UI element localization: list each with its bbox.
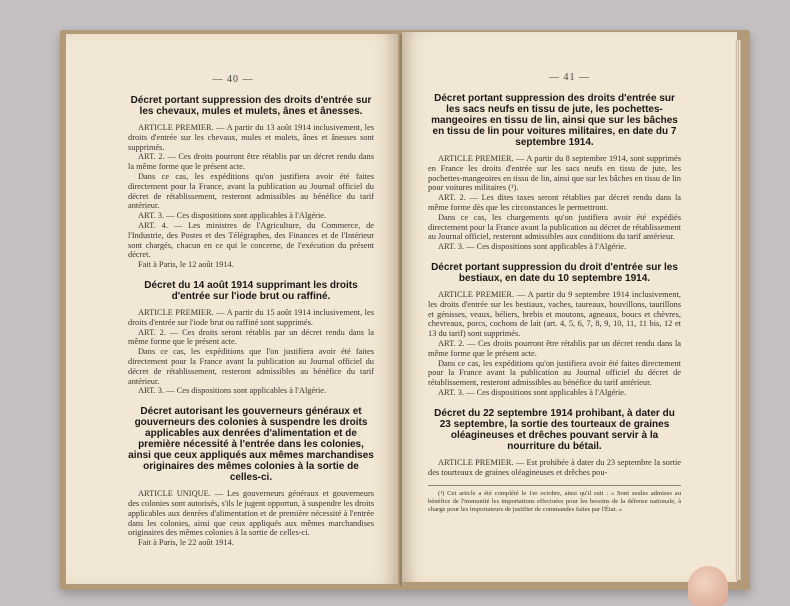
paragraph: Dans ce cas, les expéditions que l'on justifiera avoir été faites directement pour la France avant la publication au Journal officiel du décret de rétablissement, resteront admissibles au bénéfice du tarif antérieur. — [128, 347, 374, 386]
decree-title: Décret autorisant les gouverneurs généraux et gouverneurs des colonies à suspendre les droits applicables aux denrées d'alimentation et de première nécessité à l'entrée dans les colonies, ainsi que ceux appliqués aux mêmes marchandises originaires des mêmes colonies à la sortie de celles-ci. — [128, 406, 374, 484]
decree-section — [428, 408, 681, 478]
paragraph: ARTICLE PREMIER. — Est prohibée à dater du 23 septembre la sortie des tourteaux de graines oléagineuses et drêches pou- — [428, 457, 681, 477]
left-page-content — [66, 95, 400, 548]
paragraph: Dans ce cas, les expéditions qu'on justifiera avoir été faites directement pour la France, avant la publication au Journal officiel du décret de rétablissement, resteront admissibles au bénéfice du tarif antérieur. — [128, 171, 374, 211]
paragraph: ARTICLE PREMIER. — A partir du 13 août 1914 inclusivement, les droits d'entrée sur les chevaux, mules et mulets, ânes et ânesses sont supprimés. — [128, 123, 374, 152]
paragraph: ART. 2. — Ces droits seront rétablis par un décret rendu dans la même forme que le présent acte. — [128, 327, 374, 347]
paragraph: ART. 3. — Ces dispositions sont applicables à l'Algérie. — [438, 242, 627, 252]
page-number-right: — 41 — — [549, 72, 590, 83]
finger-holding-page — [688, 566, 728, 606]
left-page — [66, 34, 400, 584]
decree-title: Décret du 22 septembre 1914 prohibant, à dater du 23 septembre, la sortie des tourteaux de graines oléagineuses et drêches pouvant servir à la nourriture du bétail. — [434, 407, 675, 452]
paragraph: Dans ce cas, les chargements qu'on justifiera avoir été expédiés directement pour la France avant la publication au décret de rétablissement au Journal officiel, resteront admissibles aux conditions du tarif antérieur. — [428, 212, 681, 242]
footnote: (¹) Cet article a été complété le 1er octobre, ainsi qu'il suit : « Sont seules admises au bénéfice de l'immunité les importations effectuées pour les besoins de la défense nationale, à charge pour les importateurs de justifier de commandes faites par l'État. » — [428, 485, 681, 514]
decree-title: Décret portant suppression des droits d'entrée sur les chevaux, mules et mulets, ânes et ânesses. — [130, 95, 372, 117]
decree-section — [428, 93, 681, 252]
paragraph: ARTICLE PREMIER. — A partir du 8 septembre 1914, sont supprimés en France les droits d'entrée sur les sacs neufs en tissu de jute, les pochettes-mangeoires en tissu de lin, ainsi que sur les bâches en tissu de lin pour voitures militaires (¹). — [428, 154, 681, 193]
paragraph: ARTICLE PREMIER. — A partir du 9 septembre 1914 inclusivement, les droits d'entrée sur les bestiaux, vaches, taureaux, bouvillons, taurillons et génisses, veaux, béliers, brebis et moutons, agneaux, boucs et chèvres, chevreaux, porcs, cochons de lait (art. 4, 5, 6, 7, 8, 9, 10, 11, 11 bis, 12 et 13 du tarif) sont supprimés. — [428, 289, 681, 339]
paragraph: ART. 2. — Ces droits pourront être rétablis par un décret rendu dans la même forme que le présent acte. — [128, 152, 374, 172]
decree-title: Décret portant suppression du droit d'entrée sur les bestiaux, en date du 10 septembre 1914. — [431, 261, 678, 284]
paragraph: ART. 2. — Ces droits pourront être rétablis par un décret rendu dans la même forme que le présent acte. — [428, 338, 681, 358]
paragraph: ART. 3. — Ces dispositions sont applicables à l'Algérie. — [438, 387, 627, 397]
paragraph: ART. 3. — Ces dispositions sont applicables à l'Algérie. — [138, 211, 327, 221]
decree-section — [128, 95, 374, 270]
decree-section — [128, 280, 374, 396]
decree-title: Décret portant suppression des droits d'entrée sur les sacs neufs en tissu de jute, les pochettes-mangeoires en tissu de lin, ainsi que sur les bâches en tissu de lin pour voitures militaires, en date du 7 septembre 1914. — [431, 93, 678, 148]
page-number-left: — 40 — — [212, 74, 254, 85]
paragraph: ARTICLE UNIQUE. — Les gouverneurs généraux et gouverneurs des colonies sont autorisés, s'ils le jugent opportun, à suspendre les droits applicables aux denrées d'alimentation et de première nécessité à l'entrée dans les colonies, ainsi que ceux appliqués aux mêmes marchandises originaires des mêmes colonies à la sortie de celles-ci. — [128, 489, 374, 538]
paragraph: Dans ce cas, les expéditions qu'on justifiera avoir été faites directement pour la France avant la publication au Journal officiel du décret de rétablissement, resteront admissibles au bénéfice du tarif antérieur. — [428, 358, 681, 388]
right-page-content — [402, 93, 737, 514]
decree-title: Décret du 14 août 1914 supprimant les droits d'entrée sur l'iode brut ou raffiné. — [144, 279, 358, 302]
decree-section — [428, 262, 681, 398]
paragraph: Fait à Paris, le 22 août 1914. — [138, 538, 234, 548]
decree-section — [128, 406, 374, 548]
paragraph: ART. 4. — Les ministres de l'Agriculture, du Commerce, de l'Industrie, des Postes et des Télégraphes, des Finances et de l'Intérieur sont chargés, chacun en ce qui le concerne, de l'exécution du présent décret. — [128, 220, 374, 260]
paragraph: ARTICLE PREMIER. — A partir du 15 août 1914 inclusivement, les droits d'entrée sur l'iode brut ou raffiné sont supprimés. — [128, 307, 374, 327]
paragraph: Fait à Paris, le 12 août 1914. — [138, 260, 234, 270]
page-edges — [735, 40, 741, 580]
paragraph: ART. 2. — Les dites taxes seront rétablies par décret rendu dans la même forme dès que les circonstances le permettront. — [428, 193, 681, 212]
right-page — [402, 32, 737, 582]
paragraph: ART. 3. — Ces dispositions sont applicables à l'Algérie. — [138, 386, 327, 396]
